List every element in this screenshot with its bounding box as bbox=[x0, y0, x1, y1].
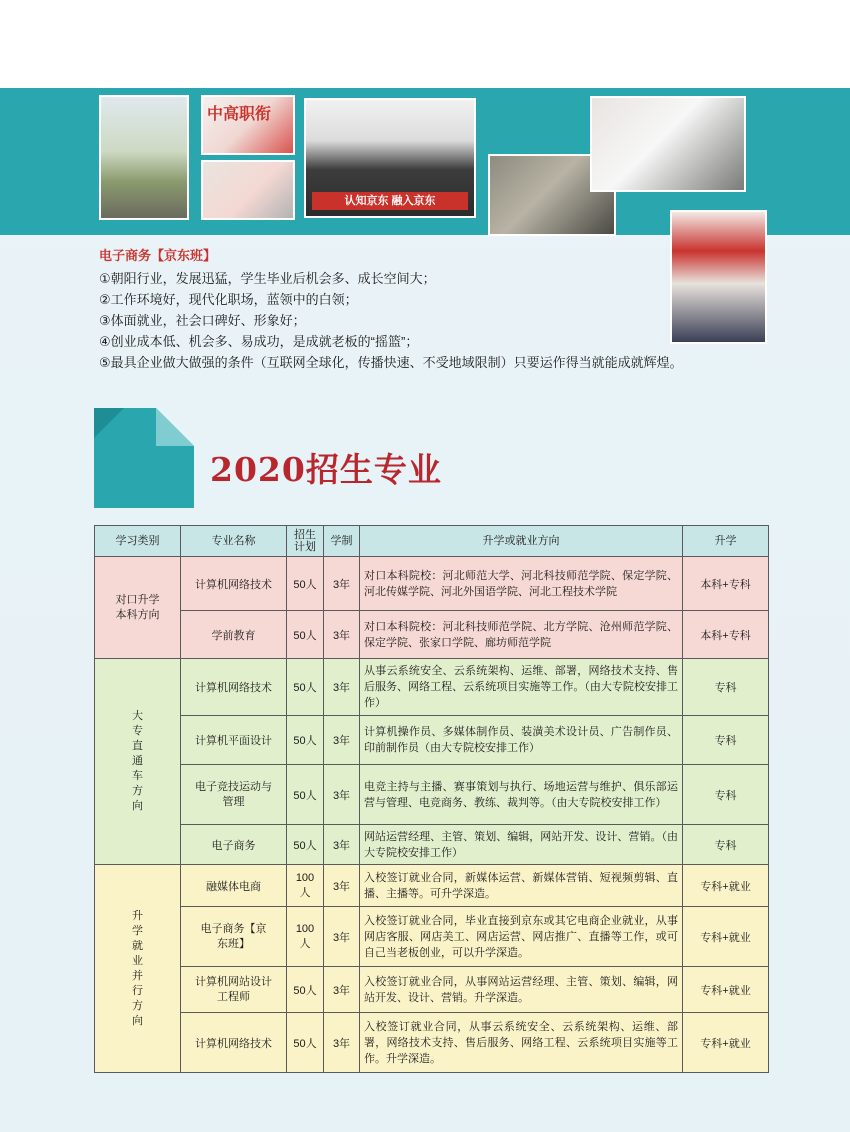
header-category: 学习类别 bbox=[95, 526, 181, 557]
plan-cell: 100人 bbox=[287, 865, 324, 907]
header-major: 专业名称 bbox=[181, 526, 287, 557]
plan-cell: 50人 bbox=[287, 611, 324, 659]
upgrade-cell: 专科+就业 bbox=[683, 1013, 769, 1073]
direction-cell: 入校签订就业合同，新媒体运营、新媒体营销、短视频剪辑、直播、主播等。可升学深造。 bbox=[360, 865, 683, 907]
major-cell: 计算机网站设计工程师 bbox=[181, 967, 287, 1013]
program-point: ②工作环境好，现代化职场，蓝领中的白领； bbox=[99, 292, 358, 307]
upgrade-cell: 本科+专科 bbox=[683, 557, 769, 611]
direction-cell: 从事云系统安全、云系统架构、运维、部署，网络技术支持、售后服务、网络工程、云系统项目实施等工作。（由大专院校安排工作） bbox=[360, 659, 683, 716]
program-point: ④创业成本低、机会多、易成功，是成就老板的“摇篮”； bbox=[99, 334, 419, 349]
years-cell: 3年 bbox=[324, 611, 360, 659]
section-title: 2020招生专业 bbox=[210, 450, 442, 489]
program-title: 电子商务【京东班】 bbox=[99, 248, 217, 263]
category-cell: 大专直通车方向 bbox=[95, 659, 181, 865]
table-row bbox=[95, 1013, 769, 1073]
years-cell: 3年 bbox=[324, 716, 360, 765]
plan-cell: 50人 bbox=[287, 557, 324, 611]
photo-banner-text: 认知京东 融入京东 bbox=[312, 192, 468, 210]
plan-cell: 100人 bbox=[287, 907, 324, 967]
category-cell: 升学就业并行方向 bbox=[95, 865, 181, 1073]
plan-cell: 50人 bbox=[287, 716, 324, 765]
upgrade-cell: 专科 bbox=[683, 765, 769, 825]
photo-meeting bbox=[590, 96, 746, 192]
upgrade-cell: 本科+专科 bbox=[683, 611, 769, 659]
header-upgrade: 升学 bbox=[683, 526, 769, 557]
photo-hiking-students bbox=[99, 95, 189, 220]
table-row bbox=[95, 765, 769, 825]
plan-cell: 50人 bbox=[287, 825, 324, 865]
program-intro bbox=[99, 245, 739, 373]
years-cell: 3年 bbox=[324, 967, 360, 1013]
plan-cell: 50人 bbox=[287, 765, 324, 825]
table-row bbox=[95, 611, 769, 659]
table-header-row bbox=[95, 526, 769, 557]
major-cell: 计算机网络技术 bbox=[181, 557, 287, 611]
program-point: ⑤最具企业做大做强的条件（互联网全球化，传播快速、不受地域限制）只要运作得当就能成就辉煌。 bbox=[99, 355, 683, 370]
years-cell: 3年 bbox=[324, 907, 360, 967]
years-cell: 3年 bbox=[324, 1013, 360, 1073]
major-cell: 计算机网络技术 bbox=[181, 659, 287, 716]
direction-cell: 计算机操作员、多媒体制作员、装潢美术设计员、广告制作员、印前制作员（由大专院校安排工作） bbox=[360, 716, 683, 765]
direction-cell: 电竞主持与主播、赛事策划与执行、场地运营与维护、俱乐部运营与管理、电竞商务、教练、裁判等。（由大专院校安排工作） bbox=[360, 765, 683, 825]
major-cell: 电子商务 bbox=[181, 825, 287, 865]
major-cell: 融媒体电商 bbox=[181, 865, 287, 907]
years-cell: 3年 bbox=[324, 865, 360, 907]
plan-cell: 50人 bbox=[287, 1013, 324, 1073]
category-cell: 对口升学本科方向 bbox=[95, 557, 181, 659]
table-row bbox=[95, 716, 769, 765]
upgrade-cell: 专科+就业 bbox=[683, 865, 769, 907]
photo-sign-text: 中高职衔 bbox=[207, 106, 272, 123]
table-row bbox=[95, 825, 769, 865]
admissions-table bbox=[94, 525, 769, 1073]
direction-cell: 对口本科院校：河北师范大学、河北科技师范学院、保定学院、河北传媒学院、河北外国语学院、河北工程技术学院 bbox=[360, 557, 683, 611]
table-row bbox=[95, 865, 769, 907]
table-row bbox=[95, 907, 769, 967]
header-plan: 招生计划 bbox=[287, 526, 324, 557]
major-cell: 计算机网络技术 bbox=[181, 1013, 287, 1073]
program-point: ①朝阳行业，发展迅猛，学生毕业后机会多、成长空间大； bbox=[99, 271, 436, 286]
major-cell: 电子商务【京东班】 bbox=[181, 907, 287, 967]
table-row bbox=[95, 557, 769, 611]
upgrade-cell: 专科+就业 bbox=[683, 967, 769, 1013]
photo-speaker-stage bbox=[201, 95, 295, 155]
upgrade-cell: 专科 bbox=[683, 825, 769, 865]
direction-cell: 对口本科院校：河北科技师范学院、北方学院、沧州师范学院、保定学院、张家口学院、廊坊师范学院 bbox=[360, 611, 683, 659]
photo-group-banner bbox=[304, 98, 476, 218]
years-cell: 3年 bbox=[324, 659, 360, 716]
major-cell: 计算机平面设计 bbox=[181, 716, 287, 765]
upgrade-cell: 专科+就业 bbox=[683, 907, 769, 967]
major-cell: 学前教育 bbox=[181, 611, 287, 659]
upgrade-cell: 专科 bbox=[683, 716, 769, 765]
photo-presenter bbox=[201, 160, 295, 220]
years-cell: 3年 bbox=[324, 825, 360, 865]
table-row bbox=[95, 659, 769, 716]
plan-cell: 50人 bbox=[287, 967, 324, 1013]
plan-cell: 50人 bbox=[287, 659, 324, 716]
direction-cell: 网站运营经理、主管、策划、编辑，网站开发、设计、营销。（由大专院校安排工作） bbox=[360, 825, 683, 865]
major-cell: 电子竞技运动与管理 bbox=[181, 765, 287, 825]
direction-cell: 入校签订就业合同，从事云系统安全、云系统架构、运维、部署，网络技术支持、售后服务、网络工程、云系统项目实施等工作。升学深造。 bbox=[360, 1013, 683, 1073]
years-cell: 3年 bbox=[324, 557, 360, 611]
header-direction: 升学或就业方向 bbox=[360, 526, 683, 557]
upgrade-cell: 专科 bbox=[683, 659, 769, 716]
table-row bbox=[95, 967, 769, 1013]
header-years: 学制 bbox=[324, 526, 360, 557]
folded-page-icon bbox=[94, 408, 194, 508]
years-cell: 3年 bbox=[324, 765, 360, 825]
direction-cell: 入校签订就业合同，从事网站运营经理、主管、策划、编辑，网站开发、设计、营销。升学深造。 bbox=[360, 967, 683, 1013]
program-point: ③体面就业，社会口碑好、形象好； bbox=[99, 313, 306, 328]
direction-cell: 入校签订就业合同，毕业直接到京东或其它电商企业就业，从事网店客服、网店美工、网店运营、网店推广、直播等工作，或可自己当老板创业，可以升学深造。 bbox=[360, 907, 683, 967]
